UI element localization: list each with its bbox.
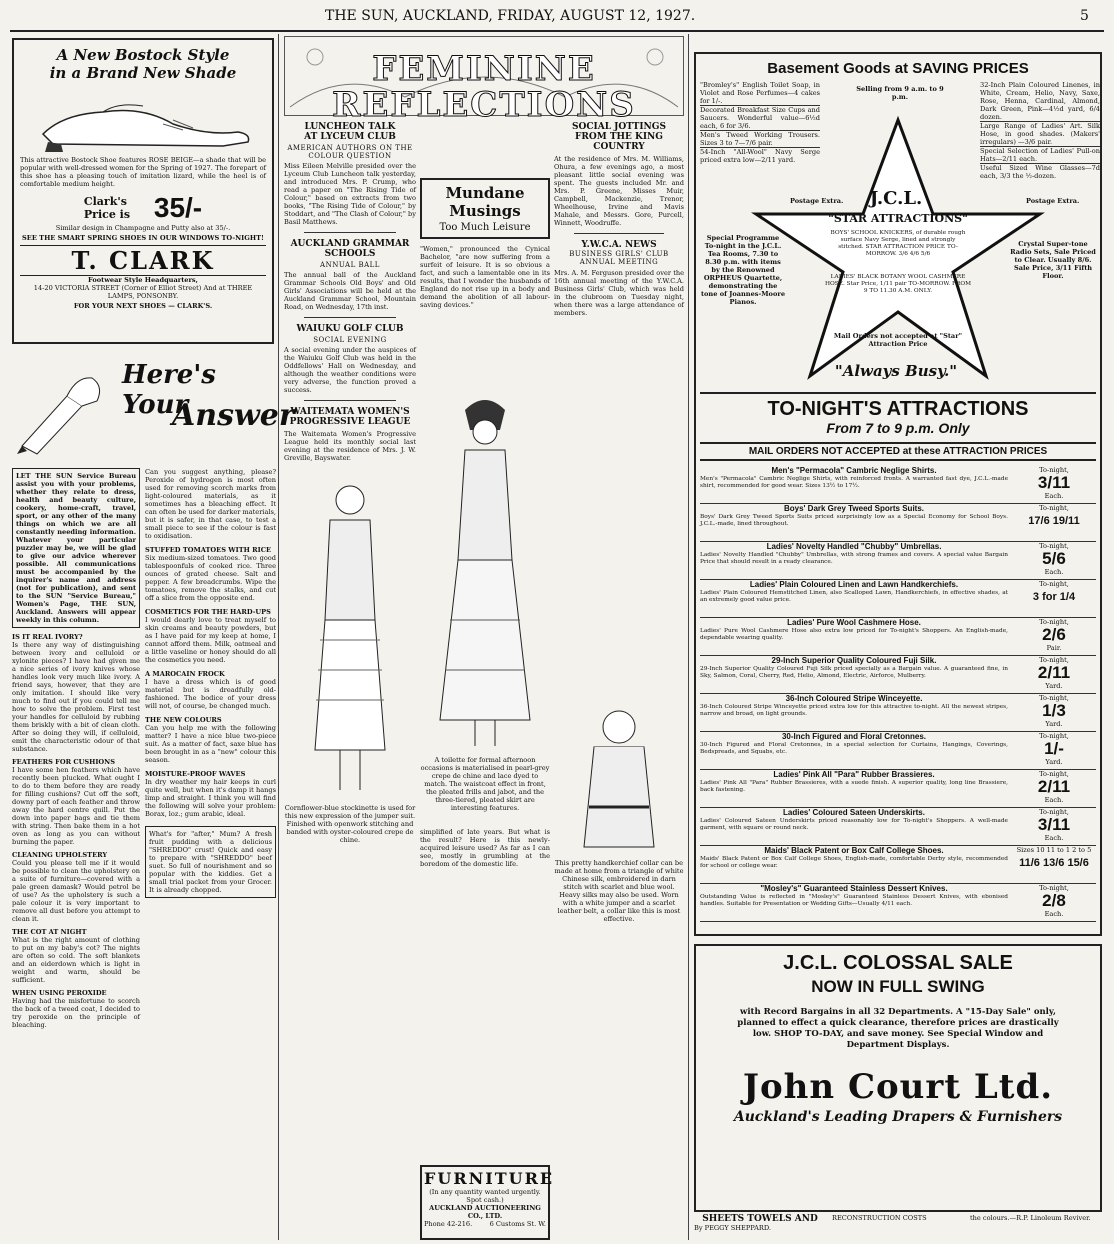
waitemata-head-2: PROGRESSIVE LEAGUE <box>289 417 411 427</box>
mundane-continued <box>420 828 550 1158</box>
basement-item: 32-Inch Plain Coloured Linenes, in White, Cream, Helio, Navy, Saxe, Rose, Henna, Cardinal, Almond, Dark Green, Pink—4½d yard, 6/4 dozen. <box>980 81 1100 121</box>
ad-headline-2: in a Brand New Shade <box>49 64 237 82</box>
basement-title: Basement Goods at SAVING PRICES <box>767 60 1029 77</box>
always-busy: "Always Busy." <box>834 362 958 380</box>
attraction-item <box>700 732 1096 770</box>
toilette-caption: A toilette for formal afternoon occasions is materialised in pearl-grey crepe de chine and lace dyed to match. The waistcoat effect in front, the pleated frills and jabot, and the three-tiered, pleated skirt are interesting features. <box>420 756 550 812</box>
byline: By PEGGY SHEPPARD. <box>694 1224 772 1232</box>
social-head-2: FROM THE KING COUNTRY <box>575 132 663 152</box>
item-price-label: To-night, <box>1039 808 1069 816</box>
luncheon-head: LUNCHEON TALK <box>304 122 396 132</box>
jcl-ad <box>694 52 1102 936</box>
item-price-label: To-night, <box>1039 466 1069 474</box>
item-price-label: To-night, <box>1039 732 1069 740</box>
article-head: SHEETS TOWELS AND <box>702 1214 818 1224</box>
attraction-item <box>700 808 1096 846</box>
furniture-phone: Phone 42-216. <box>424 1220 473 1228</box>
item-unit: Pair. <box>1046 644 1062 652</box>
item-desc: 30-Inch Figured and Floral Cretonnes, in a special selection for Curtains, Hangings, Coverings, Bedspreads, and Squabs, etc. <box>700 742 1008 755</box>
item-unit: Each. <box>1044 910 1064 918</box>
page-number: 5 <box>1080 8 1089 24</box>
cornflower-caption: Cornflower-blue stockinette is used for this new expression of the jumper suit. Finished with openwork stitching and banded with oyster-coloured crepe de chine. <box>284 804 416 844</box>
star-item-1: BOYS' SCHOOL KNICKERS, of durable rough surface Navy Serge, lined and strongly stitched. STAR ATTRACTION PRICE TO-MORROW. 3/6 4/6 5/6 <box>830 230 966 257</box>
basement-item: Decorated Breakfast Size Cups and Saucers. Wonderful value—6½d each, 6 for 3/6. <box>700 106 820 130</box>
answer-title-2: Answer <box>172 398 295 433</box>
item-title: Ladies' Pink All "Para" Rubber Brassieres. <box>773 770 935 779</box>
basement-item: 54-Inch "All-Wool" Navy Serge priced extra low—2/11 yard. <box>700 148 820 164</box>
basement-item: "Bromley's" English Toilet Soap, in Violet and Rose Perfumes—4 cakes for 1/-. <box>700 81 820 105</box>
attraction-item <box>700 884 1096 922</box>
company-name: John Court Ltd. <box>742 1067 1054 1107</box>
section-text: I would dearly love to treat myself to skin creams and beauty powders, but as I have paid for my keep at home, I cannot afford them. Milk, oatmeal and a little vaseline or honey should do all the cosmetics you need. <box>145 616 276 664</box>
basement-item: Useful Sized Wine Glasses—7d each, 3/3 the ½-dozen. <box>980 164 1100 180</box>
attraction-item <box>700 694 1096 732</box>
shreddo-ad: What's for "after," Mum? A fresh fruit pudding with a delicious "SHREDDO" crust! Quick and easy to prepare with "SHREDDO" beef suet. So full of nourishment and so popular with the kiddies. Get a small trial packet from your Grocer. It is already chopped. <box>145 826 276 898</box>
toilette-illustration <box>420 390 550 820</box>
section-text: Six medium-sized tomatoes. Two good tablespoonfuls of cooked rice. Three ounces of grated cheese. Salt and pepper. A few breadcrumbs. Wipe the tomatoes, remove the stalks, and cut off a slice from the opposite end. <box>145 554 276 602</box>
collar-figure-illustration <box>564 697 674 857</box>
page-header <box>0 0 1114 30</box>
waitemata-text: The Waitemata Women's Progressive League held its monthly social last evening at the residence of Mrs. J. W. Greville, Bayswater. <box>284 430 416 462</box>
postage-right: Postage Extra. <box>1026 197 1080 205</box>
feminine-banner <box>284 36 684 125</box>
ywca-head: Y.W.C.A. NEWS <box>581 240 657 250</box>
ywca-sub-1: BUSINESS GIRLS' CLUB <box>569 250 669 258</box>
section-head: THE COT AT NIGHT <box>12 928 87 936</box>
feminine-column-3 <box>554 122 684 1240</box>
section-head: IS IT REAL IVORY? <box>12 633 83 641</box>
handkerchief-caption: This pretty handkerchief collar can be made at home from a triangle of white Chinese silk, embroidered in darn stitch with scarlet and blue wool. Heavy silks may also be used. Worn with a white jumper and a scarlet leather belt, a collar like this is most effective. <box>554 859 684 923</box>
tagline: FOR YOUR NEXT SHOES — CLARK'S. <box>73 302 213 310</box>
item-price: 2/8 <box>1042 891 1066 910</box>
section-text: In dry weather my hair keeps in curl quite well, but when it's damp it hangs limp and straight. I think you will find the following will solve your problem: Borax, loz.; gum arabic, ideal. <box>145 778 276 818</box>
section-text: What is the right amount of clothing to put on my baby's cot? The nights are often so cold. The soft blankets and an eiderdown which is light in weight and warm, should be sufficient. <box>12 936 140 984</box>
item-price: 3/11 <box>1037 815 1071 834</box>
section-head: FEATHERS FOR CUSHIONS <box>12 758 115 766</box>
luncheon-head-2: AT LYCEUM CLUB <box>304 132 396 142</box>
item-price-label: To-night, <box>1039 884 1069 892</box>
waiuku-sub: SOCIAL EVENING <box>313 336 387 344</box>
tonight-title: TO-NIGHT'S ATTRACTIONS <box>700 392 1096 421</box>
item-price: 1/3 <box>1042 701 1066 720</box>
colossal-sale-ad <box>694 944 1102 1212</box>
sale-subtitle: NOW IN FULL SWING <box>811 977 985 996</box>
banner-title: FEMININE REFLECTIONS <box>332 49 636 125</box>
sheets-column <box>970 1214 1102 1242</box>
attraction-list <box>700 466 1096 934</box>
star-left-promo: Special Programme To-night in the J.C.L. Tea Rooms, 7.30 to 8.30 p.m. with items by the Renowned ORPHEUS Quartette, demonstrating the tone of Joannes-Moore Pianos. <box>700 234 786 306</box>
item-price-label: To-night, <box>1039 504 1069 512</box>
item-desc: Ladies' Plain Coloured Hemstitched Linen, also Scalloped Lawn, Handkerchiefs, in effective shades, at an extremely good value price. <box>700 590 1008 603</box>
furniture-ad <box>420 1165 555 1240</box>
section-head: A MAROCAIN FROCK <box>145 670 225 678</box>
item-price-label: Sizes 10 11 to 1 2 to 5 <box>1016 846 1092 854</box>
item-unit: Yard. <box>1045 758 1063 766</box>
clark-shoe-ad <box>12 38 274 344</box>
section-head: MOISTURE-PROOF WAVES <box>145 770 246 778</box>
section-text: Could you please tell me if it would be possible to clean the upholstery on a suite of furniture—covered with a pale green damask? Would petrol be of use? As the upholstery is such a pale colour it is very important to remove all dust before you attempt to clean it. <box>12 859 140 923</box>
column-rule <box>688 34 689 1240</box>
item-price: 17/6 19/11 <box>1028 515 1080 527</box>
item-desc: Boys' Dark Grey Tweed Sports Suits priced surprisingly low as a Special Economy for School Boys. J.C.L.-made, lined throughout. <box>700 514 1008 527</box>
furniture-sub: (In any quantity wanted urgently. Spot cash.) <box>429 1188 541 1204</box>
section-text: I have a dress which is of good material but is dreadfully old-fashioned. The bodice of your dress will not, of course, be changed much. <box>145 678 276 710</box>
item-desc: Outstanding Value is reflected in "Mosley's" Guaranteed Stainless Dessert Knives, with ebonised handles. Suitable for Presentation or Wedding Gifts—Usually 4/11 each. <box>700 894 1008 907</box>
answer-column-2 <box>145 468 276 1240</box>
luncheon-sub: AMERICAN AUTHORS ON THE COLOUR QUESTION <box>287 144 413 160</box>
waiuku-text: A social evening under the auspices of the Waiuku Golf Club was held in the Oddfellows' Hall on Wednesday, and although the weather conditions were very adverse, the function proved a success. <box>284 346 416 394</box>
item-price: 3/11 <box>1037 473 1071 492</box>
item-unit: Each. <box>1044 834 1064 842</box>
item-price-label: To-night, <box>1039 618 1069 626</box>
masthead: THE SUN, AUCKLAND, FRIDAY, AUGUST 12, 1927. <box>325 8 696 24</box>
star-mail: Mail Orders not accepted at "Star" Attraction Price <box>833 332 963 348</box>
column-rule <box>278 34 279 1240</box>
item-title: Maids' Black Patent or Box Calf College Shoes. <box>764 846 944 855</box>
section-text: Having had the misfortune to scorch the back of a tweed coat, I decided to try peroxide on the principle of bleaching. <box>12 997 140 1029</box>
furniture-company: AUCKLAND AUCTIONEERING CO., LTD. <box>429 1204 541 1220</box>
section-text: I have some hen feathers which have recently been plucked. What ought I to do to them before they are ready for filling cushions? Cut off the soft, downy part of each feather and throw away the hard centre quill. Put the down into paper bags and tie them with string. Then bake them in a hot oven as long as you can without burning the paper. <box>12 766 140 846</box>
item-title: Ladies' Plain Coloured Linen and Lawn Handkerchiefs. <box>749 580 959 589</box>
social-text: At the residence of Mrs. M. Williams, Ohura, a few evenings ago, a most pleasant little social evening was spent. The guests included Mr. and Mrs. P. Greene, Misses Muir, Campbell, Mackenzie, Trenor, Wheelhouse, Irvine and Mavis Mahale, and Messrs. Gore, Purcell, Winnett, Woodruffe. <box>554 155 684 227</box>
furniture-address: 6 Customs St. W. <box>489 1220 546 1228</box>
star-item-2: LADIES' BLACK BOTANY WOOL CASHMERE HOSE. Star Price, 1/11 pair TO-MORROW. FROM 9 TO 11.30 A.M. ONLY. <box>824 274 972 294</box>
answer-column-1 <box>12 468 140 1240</box>
address: 14-20 VICTORIA STREET (Corner of Elliot Street) And at THREE LAMPS, PONSONBY. <box>33 284 253 300</box>
selling-hours: Selling from 9 a.m. to 9 p.m. <box>856 85 944 101</box>
price-label: Clark's Price is <box>83 195 131 221</box>
section-text: Can you help me with the following matter? I have a nice blue two-piece suit. As a matter of fact, saxe blue has been brought in as a "new" colour this season. <box>145 724 276 764</box>
item-desc: Maids' Black Patent or Box Calf College Shoes, English-made, comfortable Derby style, recommended for school or college wear. <box>700 856 1008 869</box>
item-title: Ladies' Novelty Handled "Chubby" Umbrellas. <box>766 542 942 551</box>
item-title: Ladies' Pure Wool Cashmere Hose. <box>787 618 921 627</box>
item-unit: Yard. <box>1045 720 1063 728</box>
social-head: SOCIAL JOTTINGS <box>572 122 666 132</box>
attraction-item <box>700 542 1096 580</box>
section-head: CLEANING UPHOLSTERY <box>12 851 108 859</box>
basement-item: Men's Tweed Working Trousers. Sizes 3 to 7—7/6 pair. <box>700 131 820 147</box>
item-desc: Ladies' Pure Wool Cashmere Hose also extra low priced for To-night's Shoppers. An English-made, dependable wearing quality. <box>700 628 1008 641</box>
item-price-label: To-night, <box>1039 580 1069 588</box>
item-title: 36-Inch Coloured Stripe Winceyette. <box>785 694 923 703</box>
section-head: THE NEW COLOURS <box>145 716 222 724</box>
price: 35/- <box>153 192 203 223</box>
sale-text: with Record Bargains in all 32 Departments. A "15-Day Sale" only, planned to effect a quick clearance, therefore prices are drastically low. SHOP TO-DAY, and save money. See Special Window and Department Displays. <box>737 1007 1059 1050</box>
basement-item: Large Range of Ladies' Art. Silk Hose, in good shades. (Makers' irregulars) —3/6 pair. <box>980 122 1100 146</box>
item-desc: Men's "Permacola" Cambric Neglige Shirts, with reinforced fronts. A warranted fast dye, J.C.L.-made shirt, recommended for good wear. Sizes 13½ to 17½. <box>700 476 1008 489</box>
item-title: 29-Inch Superior Quality Coloured Fuji Silk. <box>771 656 937 665</box>
postage-left: Postage Extra. <box>790 197 844 205</box>
answer-title-1: Here's Your <box>122 360 216 420</box>
item-title: Ladies' Coloured Sateen Underskirts. <box>783 808 925 817</box>
item-unit: Each. <box>1044 796 1064 804</box>
shoe-illustration <box>23 84 263 154</box>
header-rule <box>10 30 1104 32</box>
see-windows: SEE THE SMART SPRING SHOES IN OUR WINDOWS TO-NIGHT! <box>22 234 264 242</box>
attraction-item <box>700 580 1096 618</box>
attraction-item <box>700 656 1096 694</box>
item-price: 5/6 <box>1042 549 1066 568</box>
waiuku-head: WAIUKU GOLF CLUB <box>296 324 404 334</box>
tonight-time: From 7 to 9 p.m. Only <box>826 420 970 436</box>
attraction-item <box>700 770 1096 808</box>
sheets-article <box>694 1214 1102 1242</box>
grammar-head: AUCKLAND GRAMMAR <box>290 239 410 249</box>
similar-note: Similar design in Champagne and Putty also at 35/-. <box>55 224 231 232</box>
attraction-item <box>700 846 1096 884</box>
hq-label: Footwear Style Headquarters, <box>88 276 198 284</box>
luncheon-text: Miss Eileen Melville presided over the Lyceum Club Luncheon talk yesterday, and introduced Mrs. P. Crump, who read a paper on "The Rising Tide of Colour," based on extracts from two books, "The Rising Tide of Colour," by Stoddart, and "The Clash of Colour," by Basil Matthews. <box>284 162 416 226</box>
item-price: 2/11 <box>1037 663 1071 682</box>
star-brand: J.C.L. <box>869 188 923 209</box>
grammar-sub: ANNUAL BALL <box>320 261 380 269</box>
service-intro: LET THE SUN Service Bureau assist you with your problems, whether they relate to dress, health and beauty culture, cookery, home-craft, travel, sport, or any other of the many things on which we are all constantly needing information. Whatever your particular puzzler may be, we will be glad to give our advice wherever possible. All communications must be accompanied by the inquirer's name and address (not for publication), and sent to the SUN "Service Bureau," Women's Page, THE SUN, Auckland. Answers will appear weekly in this column. <box>12 468 140 628</box>
item-desc: Ladies' Pink All "Para" Rubber Brassieres, with a suede finish. A superior quality, long line Brassiere, back fastening. <box>700 780 1008 793</box>
grammar-head-2: SCHOOLS <box>324 249 376 259</box>
item-desc: 29-Inch Superior Quality Coloured Fuji Silk priced specially as a Bargain value. A guaranteed fine, in Sky, Salmon, Coral, Cherry, Red, Helio, Almond, Electric, Airforce, Mulberry. <box>700 666 1008 679</box>
ywca-sub-2: ANNUAL MEETING <box>579 258 659 266</box>
item-title: 30-Inch Figured and Floral Cretonnes. <box>781 732 927 741</box>
col2-text: Can you suggest anything, please? Peroxide of hydrogen is most often used for removing scorch marks from light-coloured materials, as it sometimes has a bleaching effect. It can often be used for darker materials, but it is safer, in that case, to test a small piece to see if the colour is fast to oxidisation. <box>145 468 276 540</box>
item-title: "Mosley's" Guaranteed Stainless Dessert Knives. <box>760 884 948 893</box>
sheets-column <box>832 1214 964 1242</box>
furniture-head: FURNITURE <box>424 1169 555 1188</box>
mundane-head: Mundane Musings <box>445 184 525 220</box>
item-price-label: To-night, <box>1039 656 1069 664</box>
item-price-label: To-night, <box>1039 694 1069 702</box>
mundane-text-2: simplified of late years. But what is the result? Here is this newly-acquired leisure used? As far as I can see, mostly in grumbling at the boredom of the domestic life. <box>420 828 550 868</box>
item-price: 1/- <box>1044 739 1064 758</box>
mail-notice: MAIL ORDERS NOT ACCEPTED at these ATTRACTION PRICES <box>700 442 1096 461</box>
feminine-column-1 <box>284 122 416 1240</box>
answer-banner <box>12 352 295 462</box>
section-head: WHEN USING PEROXIDE <box>12 989 107 997</box>
item-price: 2/11 <box>1037 777 1071 796</box>
section-head: STUFFED TOMATOES WITH RICE <box>145 546 272 554</box>
writing-hand-icon <box>12 356 112 456</box>
ywca-text: Mrs. A. M. Ferguson presided over the 16th annual meeting of the Y.W.C.A. Business Girls' Club, which was held in the clubroom on Tuesday night, when there was a large attendance of members. <box>554 269 684 317</box>
mundane-text: "Women," pronounced the Cynical Bachelor, "are now suffering from a surfeit of leisure. It is so obvious a fact, and such a lamentable one in its results, that I wonder the husbands of England do not rise up in a body and demand the abolition of all labour-saving devices." <box>420 245 550 309</box>
ad-headline-1: A New Bostock Style <box>56 46 230 64</box>
brand-name: T. CLARK <box>20 245 266 276</box>
sub-head: RECONSTRUCTION COSTS <box>832 1214 927 1222</box>
item-unit: Each. <box>1044 492 1064 500</box>
article-end: the colours.—R.P. Linoleum Reviver. <box>970 1214 1091 1222</box>
star-title: "STAR ATTRACTIONS" <box>828 212 968 225</box>
star-right-promo: Crystal Super-tone Radio Sets, Sale Priced to Clear. Usually 8/6. Sale Price, 3/11 Fifth Floor. <box>1010 240 1096 280</box>
grammar-text: The annual ball of the Auckland Grammar Schools Old Boys' and Old Girls' Associations will be held at the Auckland Grammar School, Mountain Road, on Wednesday, 17th inst. <box>284 271 416 311</box>
section-head: COSMETICS FOR THE HARD-UPS <box>145 608 271 616</box>
item-desc: Ladies' Novelty Handled "Chubby" Umbrellas, with strong frames and covers. A special value Bargain Price that should result in a ready clearance. <box>700 552 1008 565</box>
fashion-figure-illustration <box>295 470 405 800</box>
item-unit: Each. <box>1044 568 1064 576</box>
sale-title: J.C.L. COLOSSAL SALE <box>783 952 1013 974</box>
basement-item: Special Selection of Ladies' Pull-on Hats—2/11 each. <box>980 147 1100 163</box>
item-title: Boys' Dark Grey Tweed Sports Suits. <box>783 504 925 513</box>
item-unit: Yard. <box>1045 682 1063 690</box>
item-price-label: To-night, <box>1039 542 1069 550</box>
item-desc: 36-Inch Coloured Stripe Winceyette priced extra low for this attractive to-night. All the newest stripes, narrow and broad, on light grounds. <box>700 704 1008 717</box>
mundane-sub: Too Much Leisure <box>439 222 531 233</box>
item-desc: Ladies' Coloured Sateen Underskirts priced reasonably low for To-night's Shoppers. A well-made garment, with square or round neck. <box>700 818 1008 831</box>
item-price: 11/6 13/6 15/6 <box>1019 857 1089 869</box>
attraction-item <box>700 504 1096 542</box>
attraction-item <box>700 618 1096 656</box>
sheets-column <box>694 1214 826 1242</box>
attraction-item <box>700 466 1096 504</box>
section-text: Is there any way of distinguishing between ivory and celluloid or xylonite pieces? I have had given me a nice series of ivory knives whose handles look very much like ivory. A friend says, however, that they are only imitation. I should like very much to find out if you could tell me how to solve the problem. First test your handles for celluloid by rubbing them briskly with a bit of clean cloth. After so doing they will, if celluloid, emit the characteristic odour of that substance. <box>12 641 140 753</box>
ad-body: This attractive Bostock Shoe features ROSE BEIGE—a shade that will be popular with well-dressed women for the Spring of 1927. The forepart of this shoe has a pleasing touch of imitation lizard, while the heel is of comfortable medium height. <box>20 156 266 188</box>
item-price-label: To-night, <box>1039 770 1069 778</box>
item-price: 2/6 <box>1042 625 1066 644</box>
gown-illustration <box>420 390 550 750</box>
waitemata-head: WAITEMATA WOMEN'S <box>290 407 410 417</box>
item-title: Men's "Permacola" Cambric Neglige Shirts. <box>771 466 937 475</box>
company-tagline: Auckland's Leading Drapers & Furnishers <box>733 1109 1063 1125</box>
item-price: 3 for 1/4 <box>1032 591 1076 603</box>
